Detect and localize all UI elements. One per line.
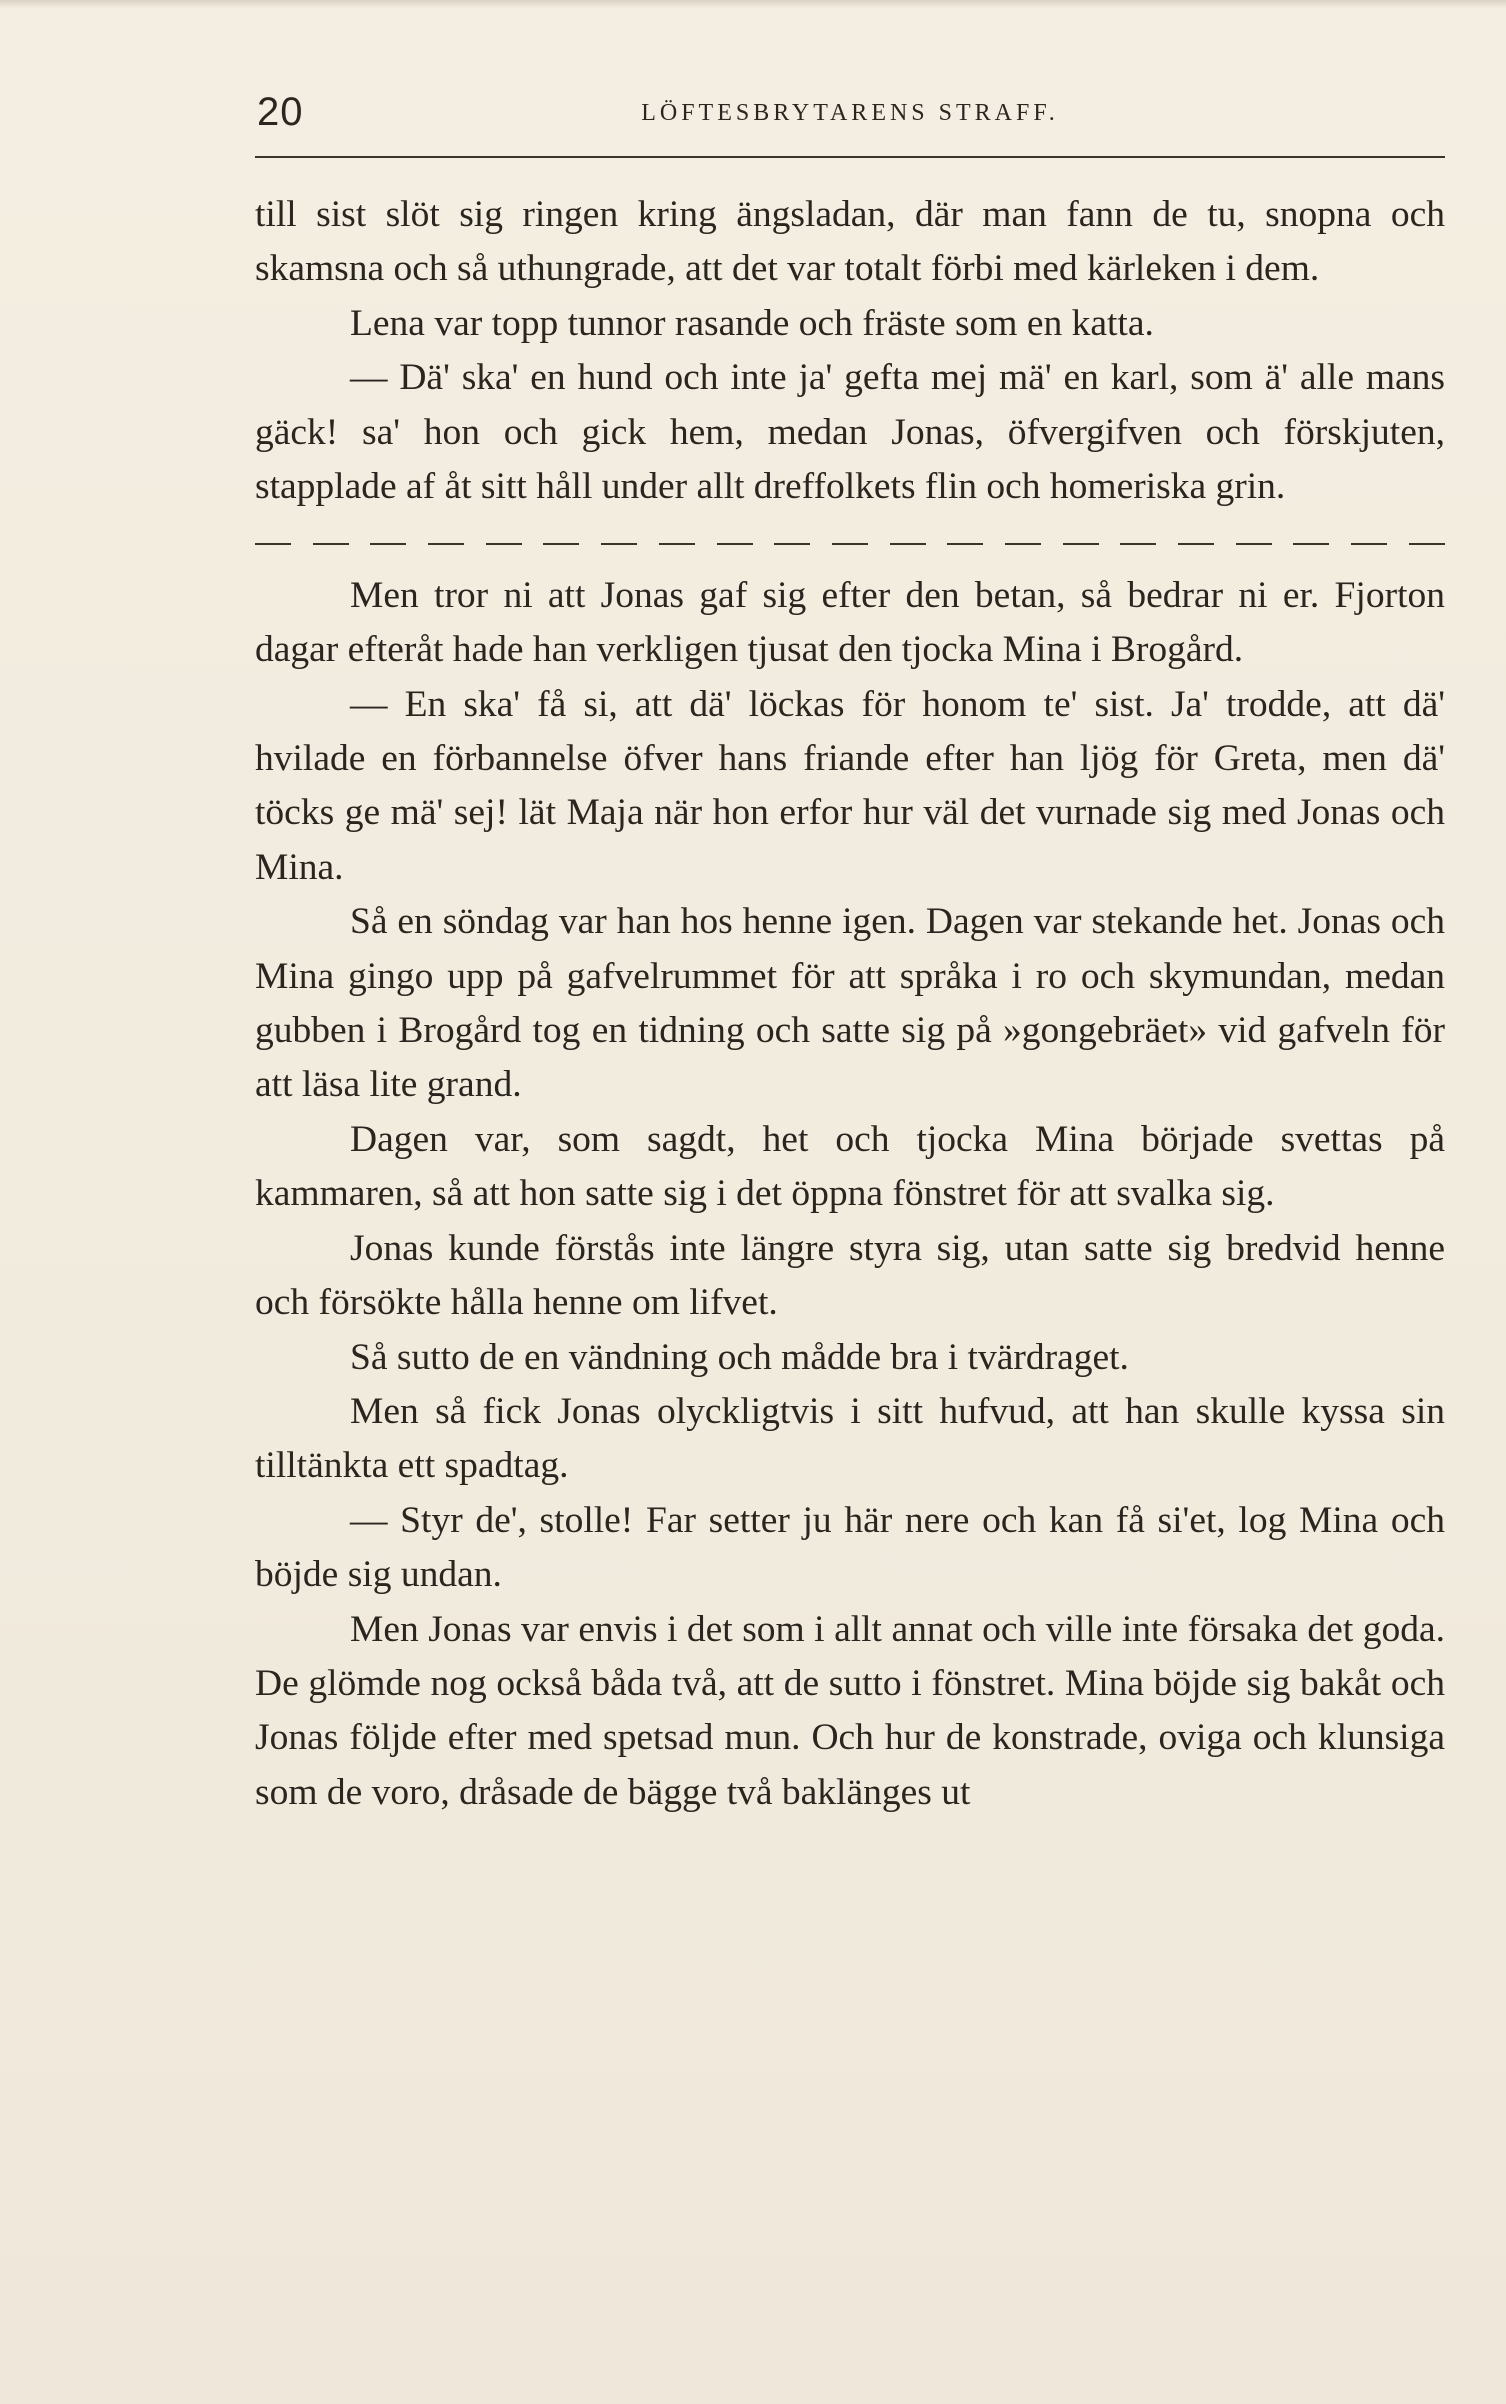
paragraph: — En ska' få si, att dä' löckas för honom te' sist. Ja' trodde, att dä' hvilade en förbannelse öfver hans friande efter han ljög för Greta, men dä' töcks ge mä' sej! lät Maja när hon erfor hur väl det vurnade sig med Jonas och Mina.	[255, 683, 1445, 888]
paragraph: Lena var topp tunnor rasande och fräste som en katta.	[350, 302, 1154, 344]
paragraph: Men Jonas var envis i det som i allt annat och ville inte försaka det goda. De glömde nog också båda två, att de sutto i fönstret. Mina böjde sig bakåt och Jonas följde efter med spetsad mun. Och hur de konstrade, oviga och klunsiga som de voro, dråsade de bägge två baklänges ut	[255, 1608, 1445, 1813]
page-number: 20	[257, 90, 304, 134]
dash	[255, 543, 291, 545]
dash	[1178, 543, 1214, 545]
dash	[1063, 543, 1099, 545]
dash	[1120, 543, 1156, 545]
dash	[947, 543, 983, 545]
paragraph: Jonas kunde förstås inte längre styra sig, utan satte sig bredvid henne och försökte hålla henne om lifvet.	[255, 1227, 1445, 1324]
dash	[370, 543, 406, 545]
dash	[486, 543, 522, 545]
dash	[1236, 543, 1272, 545]
paragraph: Så sutto de en vändning och mådde bra i tvärdraget.	[350, 1336, 1129, 1378]
dash	[890, 543, 926, 545]
dash	[659, 543, 695, 545]
paragraph: — Dä' ska' en hund och inte ja' gefta mej mä' en karl, som ä' alle mans gäck! sa' hon och gick hem, medan Jonas, öfvergifven och förskjuten, stapplade af åt sitt håll under allt dreffolkets flin och homeriska grin.	[255, 357, 1445, 508]
dash	[543, 543, 579, 545]
dash	[774, 543, 810, 545]
dash	[428, 543, 464, 545]
paragraph: Men tror ni att Jonas gaf sig efter den betan, så bedrar ni er. Fjorton dagar efteråt hade han verkligen tjusat den tjocka Mina i Brogård.	[255, 574, 1445, 671]
dash	[601, 543, 637, 545]
paragraph: — Styr de', stolle! Far setter ju här nere och kan få si'et, log Mina och böjde sig undan.	[255, 1499, 1445, 1596]
header-rule	[255, 156, 1445, 158]
paragraph: till sist slöt sig ringen kring ängsladan, där man fann de tu, snopna och skamsna och så uthungrade, att det var totalt förbi med kärleken i dem.	[255, 194, 1445, 290]
page-header	[255, 90, 1445, 160]
dash	[1005, 543, 1041, 545]
paragraph: Men så fick Jonas olyckligtvis i sitt hufvud, att han skulle kyssa sin tilltänkta ett spadtag.	[255, 1390, 1445, 1487]
dash	[832, 543, 868, 545]
running-title: LÖFTESBRYTARENS STRAFF.	[641, 100, 1059, 126]
body-text	[255, 188, 1445, 1820]
dash	[1351, 543, 1387, 545]
dash	[717, 543, 753, 545]
page-edge-shadow	[0, 0, 1506, 8]
dash	[1409, 543, 1445, 545]
paragraph: Så en söndag var han hos henne igen. Dagen var stekande het. Jonas och Mina gingo upp på gafvelrummet för att språka i ro och skymundan, medan gubben i Brogård tog en tidning och satte sig på »gongebräet» vid gafveln för att läsa lite grand.	[255, 901, 1445, 1106]
section-break-dashes	[255, 514, 1445, 568]
dash	[1293, 543, 1329, 545]
paragraph: Dagen var, som sagdt, het och tjocka Mina började svettas på kammaren, så att hon satte sig i det öppna fönstret för att svalka sig.	[255, 1118, 1445, 1215]
dash	[313, 543, 349, 545]
